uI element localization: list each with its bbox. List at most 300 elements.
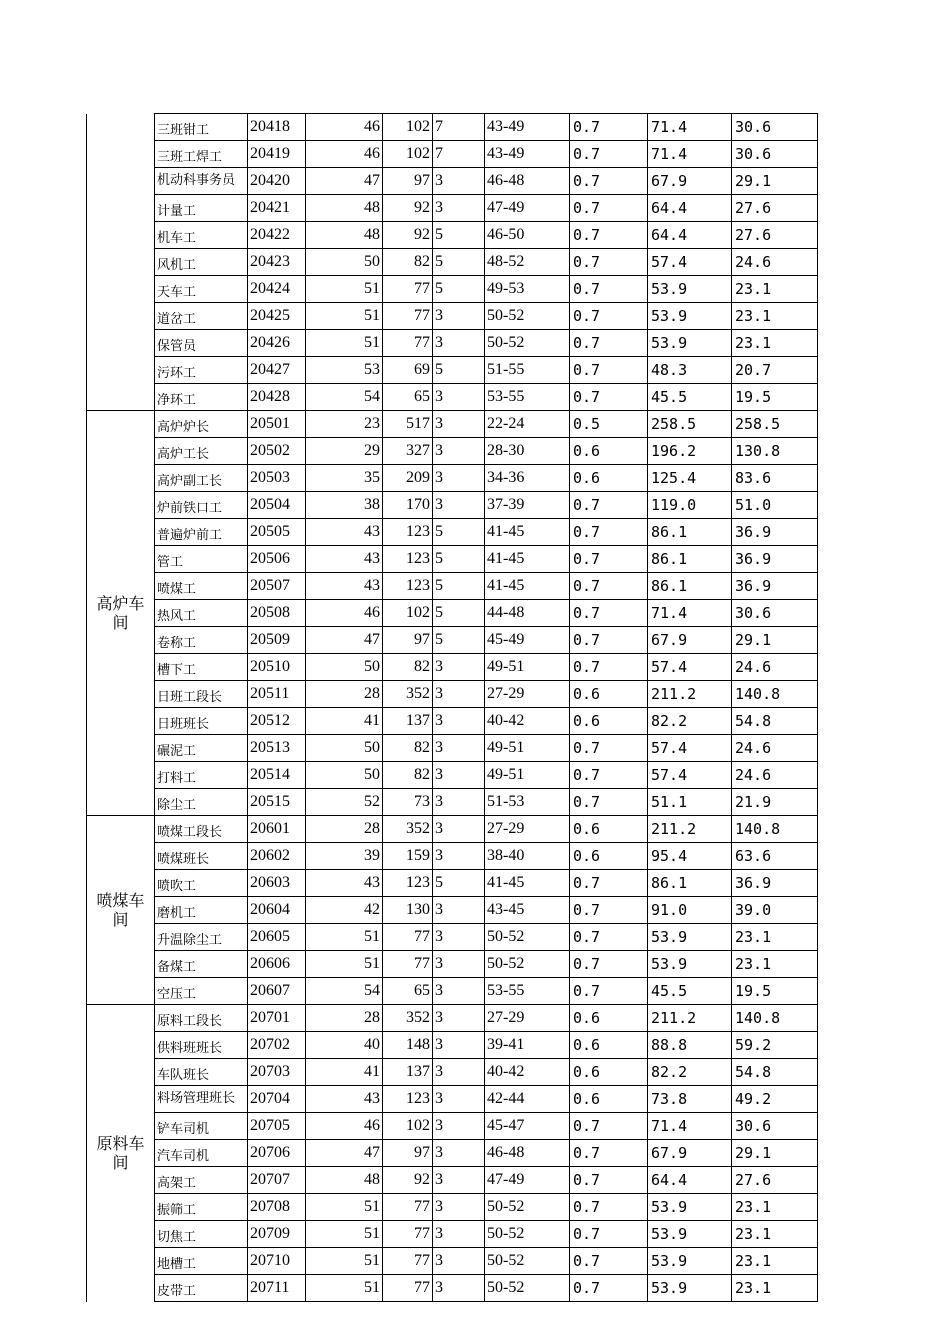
position-code: 20710 — [248, 1248, 306, 1275]
position-name: 振筛工 — [155, 1194, 248, 1221]
amount-b: 29.1 — [732, 168, 818, 195]
department-cell: 高炉车间 — [87, 411, 155, 816]
salary-value: 123 — [383, 573, 433, 600]
amount-a: 57.4 — [648, 735, 732, 762]
amount-b: 29.1 — [732, 1140, 818, 1167]
ratio: 0.7 — [570, 384, 648, 411]
ratio: 0.7 — [570, 789, 648, 816]
grade-span: 3 — [433, 303, 485, 330]
table-row — [87, 519, 818, 546]
salary-value: 92 — [383, 1167, 433, 1194]
amount-b: 24.6 — [732, 735, 818, 762]
salary-value: 77 — [383, 276, 433, 303]
table-row — [87, 897, 818, 924]
amount-a: 53.9 — [648, 1275, 732, 1302]
amount-b: 29.1 — [732, 627, 818, 654]
amount-a: 211.2 — [648, 681, 732, 708]
grade-range: 43-45 — [485, 897, 570, 924]
position-code: 20502 — [248, 438, 306, 465]
table-row — [87, 411, 818, 438]
salary-value: 92 — [383, 222, 433, 249]
grade-point: 50 — [306, 249, 383, 276]
ratio: 0.7 — [570, 870, 648, 897]
ratio: 0.7 — [570, 249, 648, 276]
grade-range: 22-24 — [485, 411, 570, 438]
amount-a: 211.2 — [648, 1005, 732, 1032]
amount-b: 36.9 — [732, 546, 818, 573]
grade-range: 51-55 — [485, 357, 570, 384]
table-row — [87, 924, 818, 951]
grade-range: 53-55 — [485, 978, 570, 1005]
grade-range: 47-49 — [485, 1167, 570, 1194]
table-row — [87, 1167, 818, 1194]
salary-value: 97 — [383, 168, 433, 195]
ratio: 0.7 — [570, 1275, 648, 1302]
amount-b: 36.9 — [732, 870, 818, 897]
position-code: 20706 — [248, 1140, 306, 1167]
table-row — [87, 195, 818, 222]
grade-range: 40-42 — [485, 1059, 570, 1086]
grade-range: 44-48 — [485, 600, 570, 627]
grade-point: 43 — [306, 546, 383, 573]
position-name: 切焦工 — [155, 1221, 248, 1248]
amount-b: 51.0 — [732, 492, 818, 519]
grade-point: 53 — [306, 357, 383, 384]
amount-b: 23.1 — [732, 1194, 818, 1221]
grade-range: 50-52 — [485, 951, 570, 978]
position-name: 天车工 — [155, 276, 248, 303]
table-row — [87, 357, 818, 384]
position-name: 高炉炉长 — [155, 411, 248, 438]
position-name: 卷称工 — [155, 627, 248, 654]
grade-point: 51 — [306, 924, 383, 951]
table-row — [87, 681, 818, 708]
salary-value: 65 — [383, 978, 433, 1005]
grade-span: 3 — [433, 708, 485, 735]
grade-span: 5 — [433, 573, 485, 600]
grade-range: 50-52 — [485, 1221, 570, 1248]
grade-point: 51 — [306, 1248, 383, 1275]
amount-a: 67.9 — [648, 1140, 732, 1167]
position-code: 20511 — [248, 681, 306, 708]
amount-a: 45.5 — [648, 384, 732, 411]
grade-span: 3 — [433, 168, 485, 195]
position-name: 空压工 — [155, 978, 248, 1005]
amount-a: 57.4 — [648, 249, 732, 276]
amount-b: 49.2 — [732, 1086, 818, 1113]
grade-range: 40-42 — [485, 708, 570, 735]
ratio: 0.7 — [570, 330, 648, 357]
position-name: 三班钳工 — [155, 114, 248, 141]
position-code: 20512 — [248, 708, 306, 735]
position-name: 料场管理班长 — [155, 1086, 248, 1113]
grade-point: 51 — [306, 330, 383, 357]
salary-value: 137 — [383, 708, 433, 735]
position-name: 喷煤工段长 — [155, 816, 248, 843]
amount-a: 53.9 — [648, 1221, 732, 1248]
grade-range: 41-45 — [485, 870, 570, 897]
position-code: 20701 — [248, 1005, 306, 1032]
grade-range: 41-45 — [485, 573, 570, 600]
grade-point: 48 — [306, 222, 383, 249]
grade-span: 5 — [433, 546, 485, 573]
amount-b: 23.1 — [732, 924, 818, 951]
salary-value: 209 — [383, 465, 433, 492]
grade-span: 3 — [433, 465, 485, 492]
grade-span: 3 — [433, 978, 485, 1005]
salary-value: 69 — [383, 357, 433, 384]
wage-grade-table — [86, 113, 818, 1302]
amount-a: 48.3 — [648, 357, 732, 384]
grade-range: 47-49 — [485, 195, 570, 222]
grade-range: 42-44 — [485, 1086, 570, 1113]
grade-span: 3 — [433, 843, 485, 870]
grade-range: 41-45 — [485, 546, 570, 573]
grade-point: 40 — [306, 1032, 383, 1059]
ratio: 0.6 — [570, 465, 648, 492]
salary-value: 102 — [383, 141, 433, 168]
grade-span: 3 — [433, 384, 485, 411]
grade-span: 3 — [433, 1005, 485, 1032]
grade-range: 41-45 — [485, 519, 570, 546]
ratio: 0.7 — [570, 546, 648, 573]
amount-b: 130.8 — [732, 438, 818, 465]
table-row — [87, 843, 818, 870]
grade-point: 29 — [306, 438, 383, 465]
amount-b: 23.1 — [732, 276, 818, 303]
salary-value: 102 — [383, 1113, 433, 1140]
position-code: 20507 — [248, 573, 306, 600]
position-code: 20705 — [248, 1113, 306, 1140]
table-row — [87, 546, 818, 573]
salary-value: 123 — [383, 870, 433, 897]
grade-range: 50-52 — [485, 1275, 570, 1302]
grade-span: 3 — [433, 1032, 485, 1059]
salary-value: 82 — [383, 762, 433, 789]
salary-value: 97 — [383, 1140, 433, 1167]
table-row — [87, 465, 818, 492]
amount-b: 19.5 — [732, 978, 818, 1005]
salary-value: 352 — [383, 681, 433, 708]
amount-b: 30.6 — [732, 141, 818, 168]
table-row — [87, 1194, 818, 1221]
grade-point: 51 — [306, 303, 383, 330]
grade-span: 5 — [433, 249, 485, 276]
salary-value: 77 — [383, 1248, 433, 1275]
grade-span: 3 — [433, 924, 485, 951]
amount-a: 53.9 — [648, 303, 732, 330]
salary-value: 77 — [383, 1221, 433, 1248]
position-name: 风机工 — [155, 249, 248, 276]
position-name: 机车工 — [155, 222, 248, 249]
ratio: 0.7 — [570, 303, 648, 330]
amount-b: 23.1 — [732, 951, 818, 978]
position-code: 20708 — [248, 1194, 306, 1221]
salary-value: 137 — [383, 1059, 433, 1086]
ratio: 0.7 — [570, 1194, 648, 1221]
amount-a: 53.9 — [648, 276, 732, 303]
amount-b: 27.6 — [732, 222, 818, 249]
salary-value: 102 — [383, 114, 433, 141]
ratio: 0.6 — [570, 1059, 648, 1086]
ratio: 0.6 — [570, 1032, 648, 1059]
salary-value: 82 — [383, 735, 433, 762]
position-code: 20510 — [248, 654, 306, 681]
grade-span: 3 — [433, 195, 485, 222]
grade-range: 38-40 — [485, 843, 570, 870]
position-name: 高炉副工长 — [155, 465, 248, 492]
ratio: 0.7 — [570, 141, 648, 168]
grade-span: 3 — [433, 762, 485, 789]
position-name: 喷煤班长 — [155, 843, 248, 870]
grade-span: 3 — [433, 789, 485, 816]
amount-a: 119.0 — [648, 492, 732, 519]
grade-span: 3 — [433, 735, 485, 762]
position-code: 20704 — [248, 1086, 306, 1113]
grade-span: 3 — [433, 951, 485, 978]
ratio: 0.7 — [570, 195, 648, 222]
table-row — [87, 1221, 818, 1248]
ratio: 0.6 — [570, 1005, 648, 1032]
grade-point: 50 — [306, 735, 383, 762]
table-row — [87, 762, 818, 789]
salary-value: 77 — [383, 303, 433, 330]
amount-a: 45.5 — [648, 978, 732, 1005]
ratio: 0.5 — [570, 411, 648, 438]
grade-point: 41 — [306, 708, 383, 735]
grade-point: 42 — [306, 897, 383, 924]
position-name: 污环工 — [155, 357, 248, 384]
table-row — [87, 573, 818, 600]
table-row — [87, 1086, 818, 1113]
salary-value: 352 — [383, 816, 433, 843]
grade-span: 5 — [433, 627, 485, 654]
position-name: 计量工 — [155, 195, 248, 222]
grade-range: 50-52 — [485, 303, 570, 330]
amount-b: 83.6 — [732, 465, 818, 492]
position-code: 20503 — [248, 465, 306, 492]
grade-range: 45-49 — [485, 627, 570, 654]
amount-a: 95.4 — [648, 843, 732, 870]
amount-a: 88.8 — [648, 1032, 732, 1059]
grade-span: 3 — [433, 1140, 485, 1167]
amount-a: 86.1 — [648, 870, 732, 897]
grade-span: 5 — [433, 600, 485, 627]
table-row — [87, 438, 818, 465]
amount-a: 64.4 — [648, 195, 732, 222]
grade-range: 37-39 — [485, 492, 570, 519]
amount-a: 53.9 — [648, 330, 732, 357]
grade-span: 3 — [433, 1248, 485, 1275]
ratio: 0.7 — [570, 978, 648, 1005]
grade-range: 45-47 — [485, 1113, 570, 1140]
table-row — [87, 1032, 818, 1059]
table-row — [87, 1113, 818, 1140]
grade-span: 3 — [433, 1059, 485, 1086]
grade-point: 50 — [306, 654, 383, 681]
salary-value: 148 — [383, 1032, 433, 1059]
ratio: 0.6 — [570, 681, 648, 708]
amount-a: 82.2 — [648, 1059, 732, 1086]
position-code: 20419 — [248, 141, 306, 168]
ratio: 0.6 — [570, 438, 648, 465]
grade-range: 49-51 — [485, 762, 570, 789]
salary-value: 170 — [383, 492, 433, 519]
grade-point: 46 — [306, 114, 383, 141]
salary-value: 77 — [383, 924, 433, 951]
table-row — [87, 141, 818, 168]
amount-a: 53.9 — [648, 1248, 732, 1275]
position-code: 20509 — [248, 627, 306, 654]
ratio: 0.7 — [570, 357, 648, 384]
salary-value: 123 — [383, 546, 433, 573]
position-name: 机动科事务员 — [155, 168, 248, 195]
position-name: 槽下工 — [155, 654, 248, 681]
grade-range: 49-51 — [485, 735, 570, 762]
salary-value: 65 — [383, 384, 433, 411]
position-name: 高架工 — [155, 1167, 248, 1194]
ratio: 0.7 — [570, 492, 648, 519]
position-code: 20418 — [248, 114, 306, 141]
amount-b: 23.1 — [732, 303, 818, 330]
grade-range: 46-48 — [485, 168, 570, 195]
amount-a: 51.1 — [648, 789, 732, 816]
grade-point: 23 — [306, 411, 383, 438]
grade-span: 5 — [433, 519, 485, 546]
ratio: 0.7 — [570, 168, 648, 195]
grade-span: 3 — [433, 1086, 485, 1113]
grade-range: 50-52 — [485, 1248, 570, 1275]
amount-a: 258.5 — [648, 411, 732, 438]
amount-b: 39.0 — [732, 897, 818, 924]
ratio: 0.7 — [570, 1248, 648, 1275]
amount-a: 71.4 — [648, 600, 732, 627]
department-cell: 喷煤车间 — [87, 816, 155, 1005]
grade-range: 48-52 — [485, 249, 570, 276]
position-code: 20703 — [248, 1059, 306, 1086]
grade-point: 28 — [306, 681, 383, 708]
position-code: 20506 — [248, 546, 306, 573]
amount-b: 23.1 — [732, 330, 818, 357]
table-body — [87, 114, 818, 1302]
position-name: 原料工段长 — [155, 1005, 248, 1032]
table-row — [87, 492, 818, 519]
position-name: 除尘工 — [155, 789, 248, 816]
position-code: 20601 — [248, 816, 306, 843]
grade-range: 43-49 — [485, 141, 570, 168]
position-code: 20424 — [248, 276, 306, 303]
grade-point: 51 — [306, 1194, 383, 1221]
table-row — [87, 1275, 818, 1302]
amount-b: 23.1 — [732, 1275, 818, 1302]
ratio: 0.6 — [570, 708, 648, 735]
table-row — [87, 708, 818, 735]
position-name: 碾泥工 — [155, 735, 248, 762]
department-cell: 原料车间 — [87, 1005, 155, 1302]
grade-point: 46 — [306, 1113, 383, 1140]
amount-b: 140.8 — [732, 816, 818, 843]
grade-point: 39 — [306, 843, 383, 870]
ratio: 0.6 — [570, 816, 648, 843]
grade-span: 3 — [433, 1194, 485, 1221]
position-name: 升温除尘工 — [155, 924, 248, 951]
salary-value: 77 — [383, 951, 433, 978]
amount-b: 30.6 — [732, 1113, 818, 1140]
position-name: 铲车司机 — [155, 1113, 248, 1140]
table-row — [87, 1059, 818, 1086]
position-code: 20702 — [248, 1032, 306, 1059]
amount-b: 30.6 — [732, 600, 818, 627]
grade-point: 35 — [306, 465, 383, 492]
grade-point: 47 — [306, 168, 383, 195]
grade-point: 43 — [306, 870, 383, 897]
amount-a: 71.4 — [648, 114, 732, 141]
position-name: 三班工焊工 — [155, 141, 248, 168]
amount-b: 140.8 — [732, 1005, 818, 1032]
grade-point: 43 — [306, 1086, 383, 1113]
grade-range: 49-51 — [485, 654, 570, 681]
table-row — [87, 816, 818, 843]
position-name: 管工 — [155, 546, 248, 573]
position-name: 普遍炉前工 — [155, 519, 248, 546]
amount-b: 54.8 — [732, 708, 818, 735]
amount-a: 86.1 — [648, 573, 732, 600]
table-row — [87, 222, 818, 249]
position-name: 磨机工 — [155, 897, 248, 924]
grade-span: 3 — [433, 438, 485, 465]
ratio: 0.7 — [570, 600, 648, 627]
grade-range: 50-52 — [485, 330, 570, 357]
ratio: 0.7 — [570, 654, 648, 681]
table-row — [87, 627, 818, 654]
position-code: 20508 — [248, 600, 306, 627]
grade-point: 51 — [306, 1221, 383, 1248]
table-row — [87, 870, 818, 897]
grade-span: 3 — [433, 1275, 485, 1302]
salary-value: 73 — [383, 789, 433, 816]
amount-a: 91.0 — [648, 897, 732, 924]
amount-b: 27.6 — [732, 1167, 818, 1194]
position-code: 20606 — [248, 951, 306, 978]
grade-range: 27-29 — [485, 1005, 570, 1032]
grade-point: 51 — [306, 276, 383, 303]
position-code: 20513 — [248, 735, 306, 762]
salary-value: 517 — [383, 411, 433, 438]
grade-span: 5 — [433, 222, 485, 249]
grade-span: 5 — [433, 357, 485, 384]
grade-range: 50-52 — [485, 924, 570, 951]
position-name: 汽车司机 — [155, 1140, 248, 1167]
amount-a: 82.2 — [648, 708, 732, 735]
ratio: 0.7 — [570, 951, 648, 978]
grade-span: 5 — [433, 870, 485, 897]
position-code: 20515 — [248, 789, 306, 816]
amount-a: 196.2 — [648, 438, 732, 465]
table-row — [87, 1248, 818, 1275]
salary-value: 159 — [383, 843, 433, 870]
position-name: 炉前铁口工 — [155, 492, 248, 519]
grade-range: 28-30 — [485, 438, 570, 465]
grade-point: 50 — [306, 762, 383, 789]
amount-b: 24.6 — [732, 654, 818, 681]
grade-point: 46 — [306, 600, 383, 627]
ratio: 0.6 — [570, 1086, 648, 1113]
grade-range: 49-53 — [485, 276, 570, 303]
grade-range: 34-36 — [485, 465, 570, 492]
grade-range: 39-41 — [485, 1032, 570, 1059]
grade-point: 48 — [306, 195, 383, 222]
position-name: 地槽工 — [155, 1248, 248, 1275]
